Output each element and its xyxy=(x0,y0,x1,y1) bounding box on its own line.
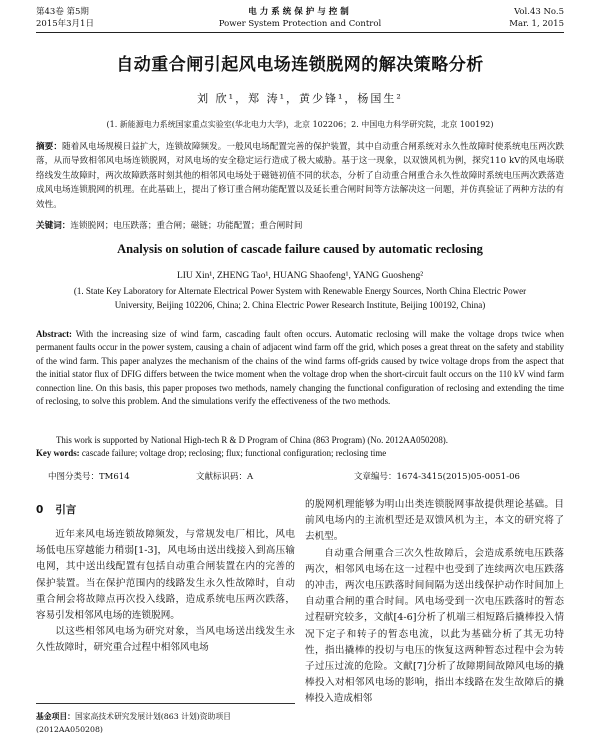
abstract-en-label: Abstract: xyxy=(36,329,72,339)
paper-title-en: Analysis on solution of cascade failure caused by automatic reclosing xyxy=(117,242,483,256)
funding-statement-en: This work is supported by National High-tech R & D Program of China (863 Program) (No. 2012AA050208). xyxy=(56,435,448,445)
paper-title-cn: 自动重合闸引起风电场连锁脱网的解决策略分析 xyxy=(116,55,484,75)
issue-date-cn: 2015年3月1日 xyxy=(36,19,94,29)
paragraph: 的脱网机理能够为明山出类连锁脱网事故提供理论基础。目前风电场内的主流机型还是双馈风机为主，本文的研究将了去机型。 xyxy=(305,499,564,543)
paragraph: 近年来风电场连锁故障频发，与常规发电厂相比，风电场低电压穿越能力稍弱[1-3]，风电场由送出线接入到高压输电网，其中送出线配置有包括自动重合闸装置在内的完善的保护装置。当在保护范围内的线路发生永久性故障时，自动重合闸会将故障点再次投入线路，造成系统电压两次跌落，容易引发相邻风电场的连锁脱网。 xyxy=(36,529,295,622)
section-number: 0 xyxy=(36,504,44,516)
document-code: 文献标识码：A xyxy=(196,472,254,482)
affiliation-en: (1. State Key Laboratory for Alternate Electrical Power System with Renewable Energy Sources, North China Electric Power University, Beijing 102206, China; 2. China Electric Power Research Institute, Beijing 100192, China) xyxy=(73,286,527,310)
journal-name xyxy=(36,6,564,30)
authors-en: LIU Xin¹, ZHENG Tao¹, HUANG Shaofeng¹, YANG Guosheng² xyxy=(176,271,424,281)
journal-issue-info-en xyxy=(509,6,564,30)
paragraph: 自动重合闸重合三次久性故障后，会造成系统电压跌落两次，相邻风电场在这一过程中也受到了连续两次电压跌落的冲击，两次电压跌落时间间隔为送出线保护动作时间加上自动重合闸的重合时间。风电场受到一次电压跌落时的暂态过程研究较多，文献[4-6]分析了机端三相短路后撬棒投入情况下定子和转子的暂态电流，以此为基础分析了其无功特性，指出撬棒的投切与电压的恢复这两种暂态过程中会为转子过压过流的危险。文献[7]分析了故障期间故障风电场的撬棒投入对相邻风电场的影响，指出本线路在发生故障后的撬棒投入造成相邻 xyxy=(305,547,564,705)
abstract-en xyxy=(36,328,564,408)
running-header xyxy=(36,6,564,36)
volume-issue-en: Vol.43 No.5 xyxy=(514,7,564,17)
abstract-cn-text: 随着风电场规模日益扩大，连锁故障频发。一般风电场配置完善的保护装置，其中自动重合闸系统对永久性故障时使系统电压两次跌落，从而导致相邻风电场连锁脱网，对风电场的安全稳定运行造成了极大威胁。基于这一现象，以双馈风机为例，探究110 kV的风电场联络线发生故障时，两次故障跌落时刻其他的相邻风电场处于磁链初值不同的状态，分析了自动重合闸重合永久性故障时系统电压两次跌落造成风电场连锁脱网的机理。在此基础上，提出了修订重合闸功能配置以及延长重合闸时间等方法解决这一问题，并仿真验证了两种方法的有效性。 xyxy=(36,142,564,210)
keywords-cn-text: 连锁脱网；电压跌落；重合闸；磁链；功能配置；重合闸时间 xyxy=(70,221,303,231)
header-rule xyxy=(36,32,564,33)
abstract-cn-label: 摘要： xyxy=(36,142,62,152)
authors-cn: 刘 欣¹，郑 涛¹，黄少锋¹，杨国生² xyxy=(197,92,403,105)
affiliation-cn: (1. 新能源电力系统国家重点实验室(华北电力大学)，北京 102206；2. 中国电力科学研究院，北京 100192) xyxy=(106,120,494,129)
article-number: 文章编号：1674-3415(2015)05-0051-06 xyxy=(354,472,520,482)
footnote-label: 基金项目： xyxy=(36,712,75,721)
keywords-cn-label: 关键词： xyxy=(36,221,71,231)
keywords-cn xyxy=(36,219,564,233)
abstract-cn xyxy=(36,140,564,212)
funding-footnote xyxy=(36,703,295,736)
clc-number: 中图分类号：TM614 xyxy=(48,472,130,482)
abstract-en-text: With the increasing size of wind farm, cascading fault often occurs. Automatic reclosing will make the voltage drops twice when permanent faults occur in the power system, causing a chain of adjacent wind farm off the grid, which poses a great threat on the safety and stability of the wind farm. This paper analyzes the mechanism of the chains of the wind farms off-grids caused by twice voltage drops from the aspect that the initial stator flux of DFIG differs between the twice moment when the voltage drop when the short-circuit fault occurs on the 110 kV wind farm connection line. On this basis, this paper proposes two methods, namely changing the functional configuration of reclosing and extending the time of reclosing, to solve this problem. And the simulations verify the effectiveness of the two methods. xyxy=(36,329,564,407)
journal-name-en: Power System Protection and Control xyxy=(218,19,382,29)
volume-issue-cn: 第43卷 第5期 xyxy=(36,7,89,17)
keywords-en-label: Key words: xyxy=(36,448,80,458)
footnote-text: 国家高技术研究发展计划(863 计划)资助项目(2012AA050208) xyxy=(36,712,231,734)
body-column-left xyxy=(36,497,295,657)
keywords-en-text: cascade failure; voltage drop; reclosing; flux; functional configuration; reclosing time xyxy=(81,448,387,458)
section-title: 引言 xyxy=(55,504,77,516)
issue-date-en: Mar. 1, 2015 xyxy=(509,19,564,29)
journal-name-cn: 电力系统保护与控制 xyxy=(248,7,352,17)
paragraph: 以这些相邻风电场为研究对象，当风电场送出线发生永久性故障时，研究重合过程中相邻风电场 xyxy=(36,626,295,654)
body-column-right xyxy=(305,497,564,708)
keywords-en xyxy=(36,447,564,460)
section-heading xyxy=(36,497,295,521)
